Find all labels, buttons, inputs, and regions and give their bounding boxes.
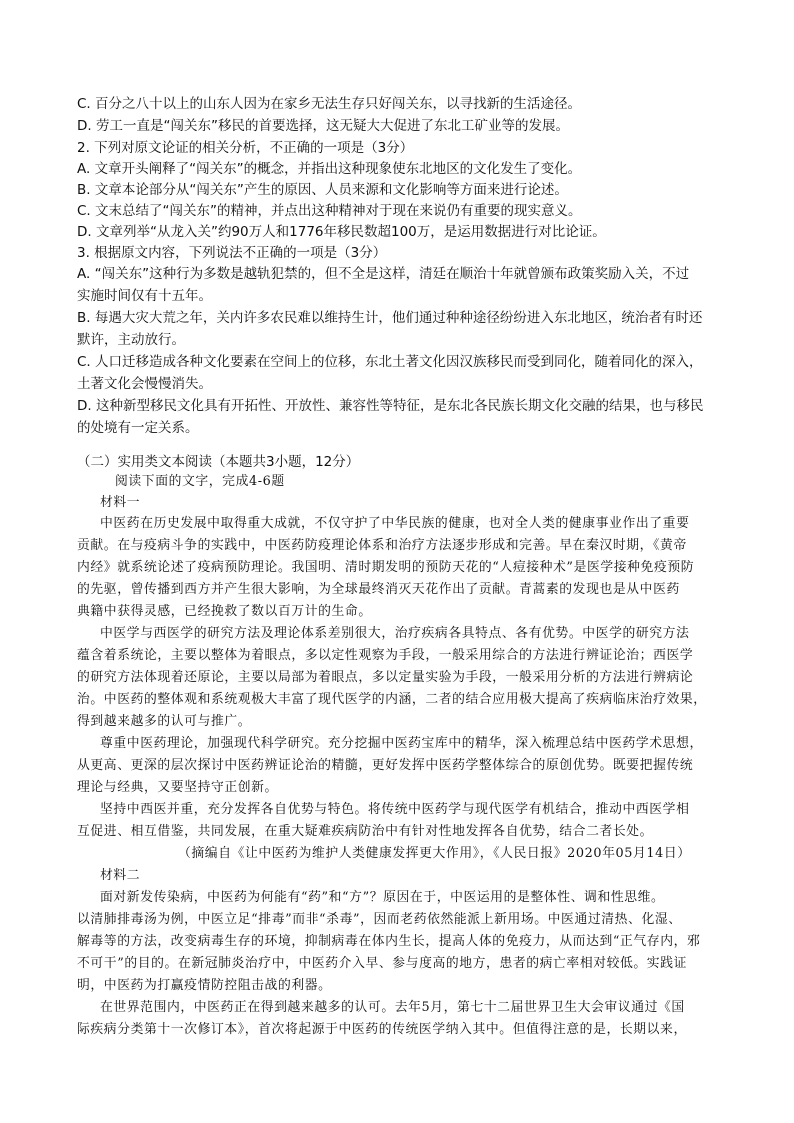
material-1-line: 内经》就系统论述了疫病预防理论。我国明、清时期发明的预防天花的“人痘接种术”是医学接种免疫预防 xyxy=(77,560,695,575)
material-1-line: 理论与经典，又要坚持守正创新。 xyxy=(77,780,278,795)
material-2-line: 在世界范围内，中医药正在得到越来越多的认可。去年5月，第七十二届世界卫生大会审议通过《国 xyxy=(100,1000,685,1015)
q3-option-d: D. 这种新型移民文化具有开拓性、开放性、兼容性等特征，是东北各民族长期文化交融的结果，也与移民 xyxy=(77,398,704,414)
material-1-line: 典籍中获得灵感，已经挽救了数以百万计的生命。 xyxy=(77,604,372,619)
material-1-source: （摘编自《让中医药为维护人类健康发挥更大作用》，《人民日报》2020年05月14日） xyxy=(178,846,691,861)
material-2-line: 以清肺排毒汤为例，中医立足“排毒”而非“杀毒”，因而老药依然能派上新用场。中医通过清热、化湿、 xyxy=(77,912,682,927)
material-1-line: 治。中医药的整体观和系统观极大丰富了现代医学的内涵，二者的结合应用极大提高了疾病临床治疗效果， xyxy=(77,692,707,707)
material-1-line: 坚持中西医并重，充分发挥各自优势与特色。将传统中医药学与现代医学有机结合，推动中西医学相 xyxy=(100,802,690,817)
q3-option-a-cont: 实施时间仅有十五年。 xyxy=(77,288,212,304)
material-2-line: 不可干”的目的。在新冠肺炎治疗中，中医药介入早、参与度高的地方，患者的病亡率相对较低。实践证 xyxy=(77,956,688,971)
section-instruction: 阅读下面的文字，完成4-6题 xyxy=(115,474,285,489)
q3-option-b-cont: 默许，主动放行。 xyxy=(77,332,185,348)
q2-option-c: C. 文末总结了“闯关东”的精神，并点出这种精神对于现在来说仍有重要的现实意义。 xyxy=(77,203,582,219)
material-2-line: 面对新发传染病，中医药为何能有“药”和“方”？原因在于，中医运用的是整体性、调和性思维。 xyxy=(100,890,665,905)
material-1-line: 中医学与西医学的研究方法及理论体系差别很大，治疗疾病各具特点、各有优势。中医学的研究方法 xyxy=(100,626,690,641)
material-1-line: 的研究方法体现着还原论，主要以局部为着眼点，多以定量实验为手段，一般采用分析的方法进行辨病论 xyxy=(77,670,694,685)
q2-option-b: B. 文章本论部分从“闯关东”产生的原因、人员来源和文化影响等方面来进行论述。 xyxy=(77,182,568,198)
section-heading: （二）实用类文本阅读（本题共3小题，12分） xyxy=(77,454,360,470)
q3-option-c-cont: 土著文化会慢慢消失。 xyxy=(77,376,212,392)
material-2-line: 解毒等的方法，改变病毒生存的环境，抑制病毒在体内生长，提高人体的免疫力，从而达到“正气存内，邪 xyxy=(77,934,701,949)
q2-option-a: A. 文章开头阐释了“闯关东”的概念，并指出这种现象使东北地区的文化发生了变化。 xyxy=(77,161,582,177)
material-2-line: 际疾病分类第十一次修订本》，首次将起源于中医药的传统医学纳入其中。但值得注意的是，长期以来， xyxy=(77,1022,687,1037)
material-1-line: 得到越来越多的认可与推广。 xyxy=(77,714,252,729)
material-1-line: 的先驱，曾传播到西方并产生很大影响，为全球最终消灭天花作出了贡献。青蒿素的发现也是从中医药 xyxy=(77,582,680,597)
material-1-line: 中医药在历史发展中取得重大成就，不仅守护了中华民族的健康，也对全人类的健康事业作出了重要 xyxy=(100,516,690,531)
q3-option-a: A. “闯关东”这种行为多数是越轨犯禁的，但不全是这样，清廷在顺治十年就曾颁布政策奖励入关，不过 xyxy=(77,266,690,282)
material-2-label: 材料二 xyxy=(100,868,141,883)
q3-option-c: C. 人口迁移造成各种文化要素在空间上的位移，东北土著文化因汉族移民而受到同化，随着同化的深入， xyxy=(77,354,703,370)
q1-option-c: C. 百分之八十以上的山东人因为在家乡无法生存只好闯关东，以寻找新的生活途径。 xyxy=(77,96,582,112)
material-1-line: 蕴含着系统论，主要以整体为着眼点，多以定性观察为手段，一般采用综合的方法进行辨证论治；西医学 xyxy=(77,648,694,663)
q2-stem: 2. 下列对原文论证的相关分析，不正确的一项是（3分） xyxy=(77,140,414,156)
q3-option-d-cont: 的处境有一定关系。 xyxy=(77,420,199,436)
material-1-line: 互促进、相互借鉴，共同发展，在重大疑难疾病防治中有针对性地发挥各自优势，结合二者长处。 xyxy=(77,824,654,839)
q1-option-d: D. 劳工一直是“闯关东”移民的首要选择，这无疑大大促进了东北工矿业等的发展。 xyxy=(77,118,569,134)
material-1-line: 贡献。在与疫病斗争的实践中，中医药防疫理论体系和治疗方法逐步形成和完善。早在秦汉时期，《黄帝 xyxy=(77,538,687,553)
material-2-line: 明，中医药为打赢疫情防控阻击战的利器。 xyxy=(77,978,332,993)
q3-option-b: B. 每遇大灾大荒之年，关内许多农民难以维持生计，他们通过种种途径纷纷进入东北地区，统治者有时还 xyxy=(77,310,703,326)
material-1-line: 从更高、更深的层次探讨中医药辨证论治的精髓，更好发挥中医药学整体综合的原创优势。既要把握传统 xyxy=(77,758,694,773)
q2-option-d: D. 文章列举“从龙入关”约90万人和1776年移民数超100万，是运用数据进行对比论证。 xyxy=(77,224,606,240)
material-1-label: 材料一 xyxy=(100,495,141,510)
q3-stem: 3. 根据原文内容，下列说法不正确的一项是（3分） xyxy=(77,245,387,261)
material-1-line: 尊重中医药理论，加强现代科学研究。充分挖掘中医药宝库中的精华，深入梳理总结中医药学术思想， xyxy=(100,736,703,751)
